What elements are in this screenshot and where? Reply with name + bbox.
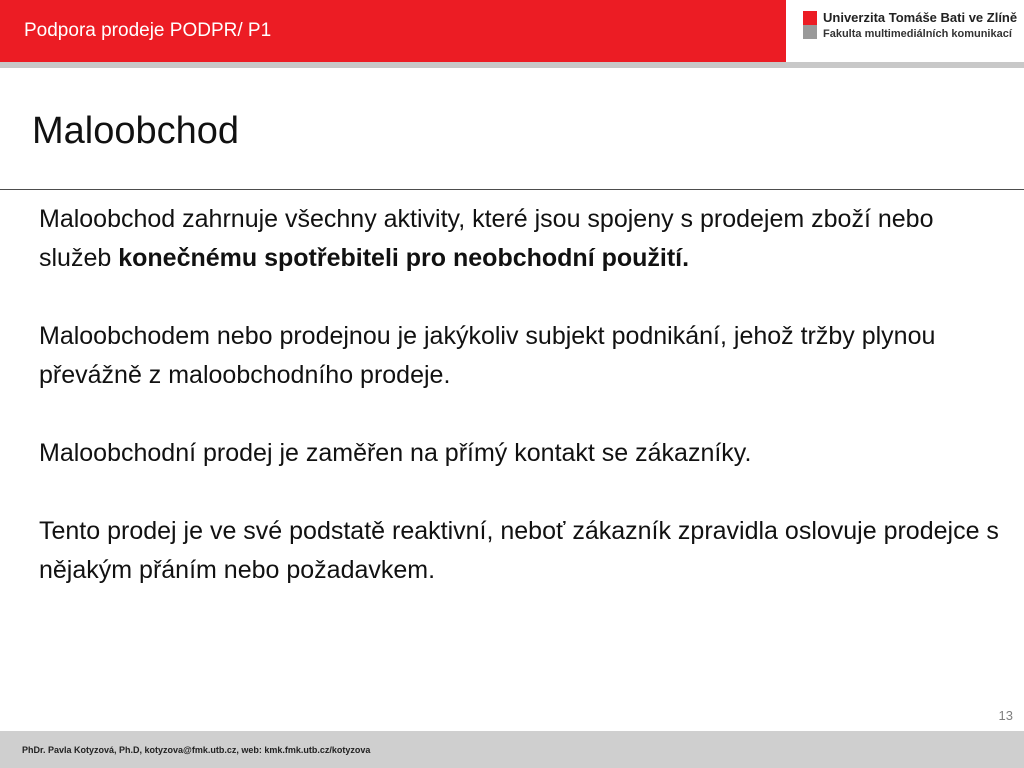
paragraph-contact: Maloobchodní prodej je zaměřen na přímý kontakt se zákazníky. — [39, 439, 752, 467]
slide-title: Maloobchod — [32, 110, 240, 152]
paragraph-reactive: Tento prodej je ve své podstatě reaktivní, neboť zákazník zpravidla oslovuje prodejce s nějakým přáním nebo požadavkem. — [39, 517, 999, 584]
slide-body — [39, 200, 1009, 629]
paragraph-retailer: Maloobchodem nebo prodejnou je jakýkoliv subjekt podnikání, jehož tržby plynou převážně z maloobchodního prodeje. — [39, 322, 936, 389]
header-bar — [0, 0, 786, 62]
paragraph-emphasis: konečnému spotřebiteli pro neobchodní použití. — [118, 244, 690, 272]
university-logo-icon — [803, 11, 817, 39]
header-divider — [0, 62, 1024, 68]
footer-bar — [0, 731, 1024, 768]
paragraph-definition — [39, 200, 1009, 278]
faculty-name: Fakulta multimediálních komunikací — [823, 28, 1012, 40]
paragraph-text: Maloobchod zahrnuje všechny aktivity, které jsou spojeny s prodejem zboží nebo služeb — [39, 205, 934, 272]
page-number: 13 — [998, 708, 1013, 723]
university-name: Univerzita Tomáše Bati ve Zlíně — [823, 10, 1018, 25]
title-rule — [0, 189, 1024, 190]
footer-author: PhDr. Pavla Kotyzová, Ph.D, kotyzova@fmk.utb.cz, web: kmk.fmk.utb.cz/kotyzova — [22, 745, 371, 755]
course-title: Podpora prodeje PODPR/ P1 — [24, 20, 272, 41]
